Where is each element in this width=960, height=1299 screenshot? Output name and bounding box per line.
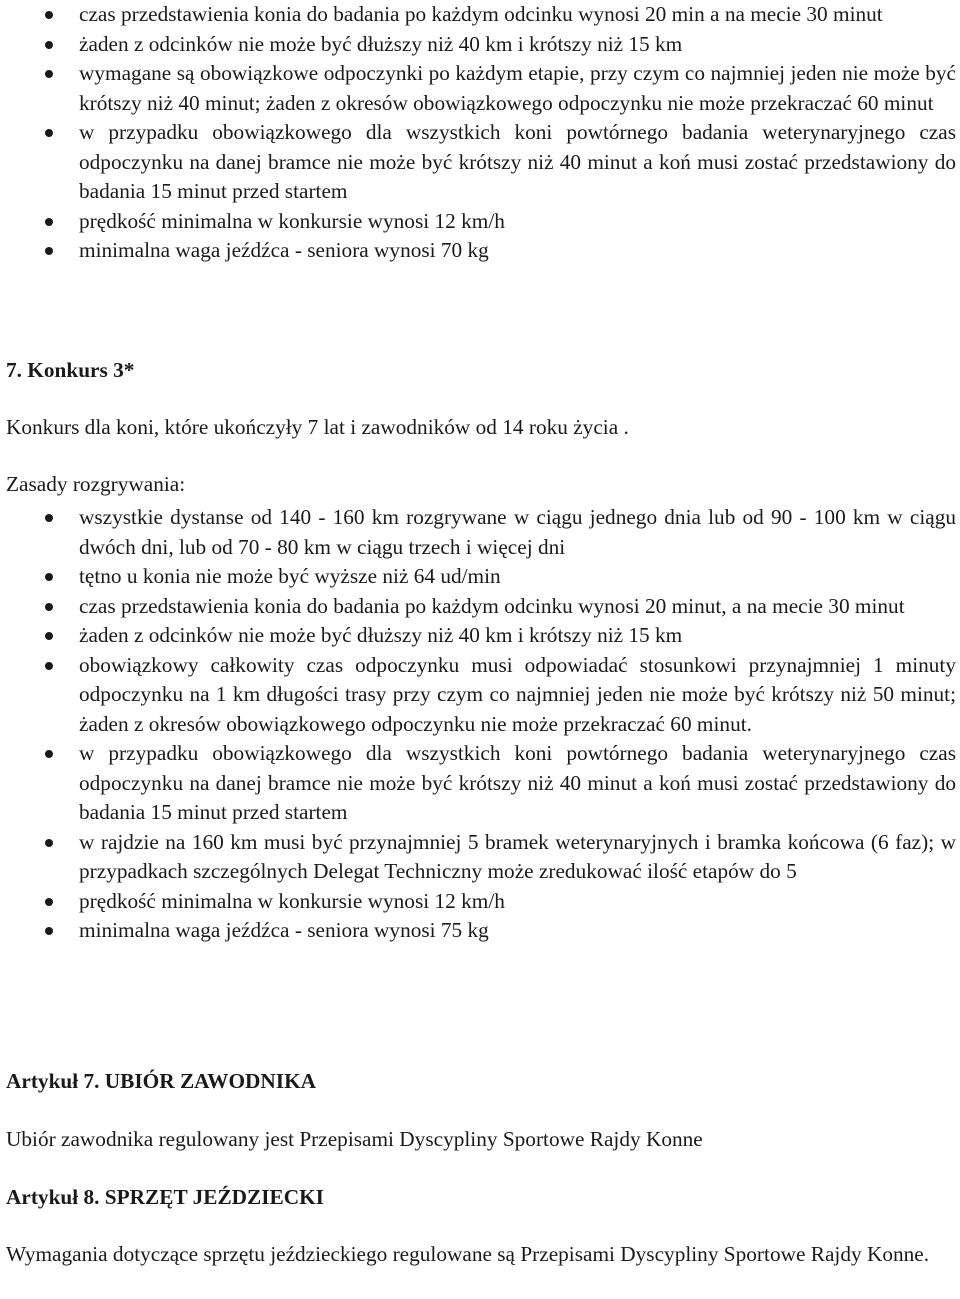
list-item: w przypadku obowiązkowego dla wszystkich koni powtórnego badania weterynaryjnego czas odpoczynku na danej bramce nie może być krótszy niż 40 minut a koń musi zostać przedstawiony do badania 15 minut przed startem: [79, 739, 956, 828]
article8-text: Wymagania dotyczące sprzętu jeździeckiego regulowane są Przepisami Dyscypliny Sportowe Rajdy Konne.: [6, 1242, 930, 1266]
article7-heading: Artykuł 7. UBIÓR ZAWODNIKA: [6, 1069, 317, 1093]
section7-rules-label: Zasady rozgrywania:: [6, 472, 186, 496]
list-item: w przypadku obowiązkowego dla wszystkich koni powtórnego badania weterynaryjnego czas odpoczynku na danej bramce nie może być krótszy niż 40 minut a koń musi zostać przedstawiony do badania 15 minut przed startem: [79, 118, 956, 207]
list-item: wszystkie dystanse od 140 - 160 km rozgrywane w ciągu jednego dnia lub od 90 - 100 km w ciągu dwóch dni, lub od 70 - 80 km w ciągu trzech i więcej dni: [79, 503, 956, 562]
article8-heading: Artykuł 8. SPRZĘT JEŹDZIECKI: [6, 1185, 324, 1209]
list-item: czas przedstawienia konia do badania po każdym odcinku wynosi 20 minut, a na mecie 30 minut: [79, 592, 956, 622]
list-item: tętno u konia nie może być wyższe niż 64 ud/min: [79, 562, 956, 592]
list-item: obowiązkowy całkowity czas odpoczynku musi odpowiadać stosunkowi przynajmniej 1 minuty odpoczynku na 1 km długości trasy przy czym co najmniej jeden nie może być krótszy niż 50 minut; żaden z okresów obowiązkowego odpoczynku nie może przekraczać 60 minut.: [79, 651, 956, 740]
list-item: minimalna waga jeźdźca - seniora wynosi 70 kg: [79, 236, 956, 266]
list-item: żaden z odcinków nie może być dłuższy niż 40 km i krótszy niż 15 km: [79, 621, 956, 651]
list-item: czas przedstawienia konia do badania po każdym odcinku wynosi 20 min a na mecie 30 minut: [79, 0, 956, 30]
list-item: minimalna waga jeźdźca - seniora wynosi 75 kg: [79, 916, 956, 946]
list-item: żaden z odcinków nie może być dłuższy niż 40 km i krótszy niż 15 km: [79, 30, 956, 60]
section7-heading: 7. Konkurs 3*: [6, 358, 135, 382]
list-item: prędkość minimalna w konkursie wynosi 12 km/h: [79, 887, 956, 917]
article7-text: Ubiór zawodnika regulowany jest Przepisami Dyscypliny Sportowe Rajdy Konne: [6, 1127, 703, 1151]
list-item: prędkość minimalna w konkursie wynosi 12 km/h: [79, 207, 956, 237]
list-item: w rajdzie na 160 km musi być przynajmniej 5 bramek weterynaryjnych i bramka końcowa (6 faz); w przypadkach szczególnych Delegat Techniczny może zredukować ilość etapów do 5: [79, 828, 956, 887]
section7-intro: Konkurs dla koni, które ukończyły 7 lat i zawodników od 14 roku życia .: [6, 415, 629, 439]
list-item: wymagane są obowiązkowe odpoczynki po każdym etapie, przy czym co najmniej jeden nie może być krótszy niż 40 minut; żaden z okresów obowiązkowego odpoczynku nie może przekraczać 60 minut: [79, 59, 956, 118]
section7-rules-list: [6, 503, 956, 946]
section6-rules-list: [6, 0, 956, 266]
